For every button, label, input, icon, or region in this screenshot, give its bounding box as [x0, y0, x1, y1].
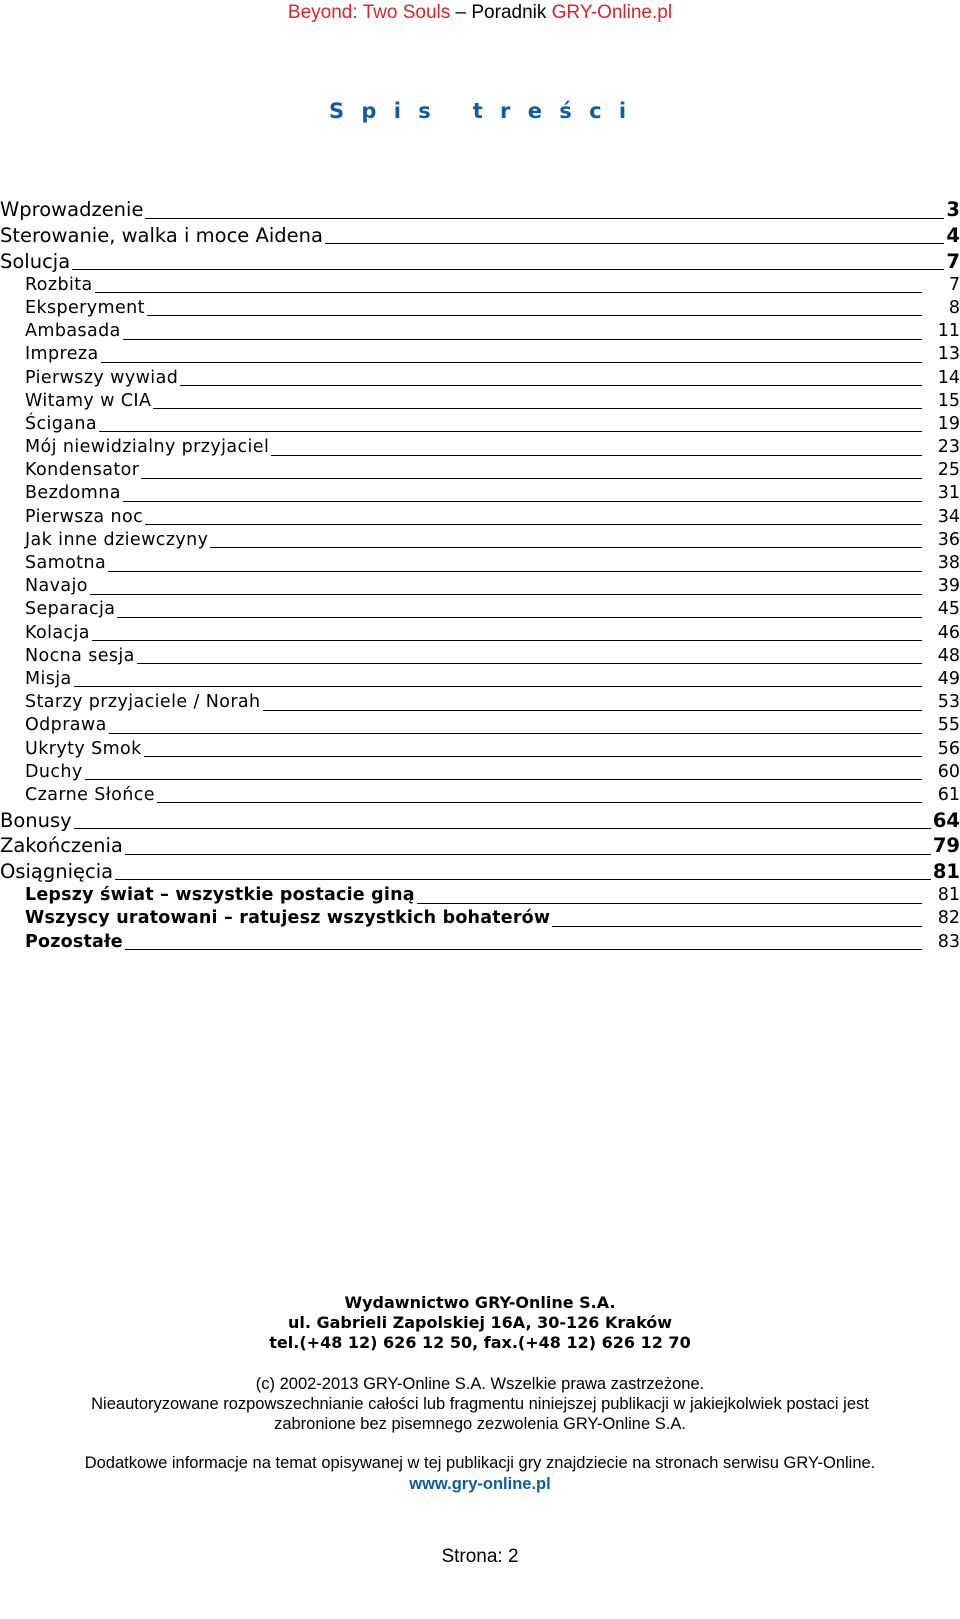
toc-entry[interactable]	[0, 667, 960, 690]
toc-entry-title: Czarne Słońce	[25, 784, 155, 805]
toc-leader-line	[210, 547, 922, 548]
toc-entry-page: 3	[946, 198, 960, 222]
toc-entry-page: 45	[937, 599, 960, 620]
toc-leader-line	[74, 686, 922, 687]
toc-leader-line	[180, 385, 922, 386]
publisher-info	[0, 1293, 960, 1353]
toc-entry-page: 79	[932, 834, 960, 858]
toc-entry[interactable]	[0, 621, 960, 644]
toc-entry-page: 64	[932, 808, 960, 832]
toc-leader-line	[125, 949, 922, 950]
publisher-phone: tel.(+48 12) 626 12 50, fax.(+48 12) 626 12 70	[269, 1333, 691, 1352]
toc-leader-line	[101, 362, 922, 363]
toc-entry-title: Jak inne dziewczyny	[25, 529, 209, 550]
toc-entry-page: 14	[937, 367, 960, 388]
toc-entry[interactable]	[0, 296, 960, 319]
toc-leader-line	[145, 524, 922, 525]
toc-entry[interactable]	[0, 319, 960, 342]
additional-info	[0, 1453, 960, 1495]
toc-entry-page: 31	[937, 483, 960, 504]
toc-leader-line	[552, 926, 922, 927]
toc-leader-line	[85, 779, 922, 780]
toc-entry[interactable]	[0, 806, 960, 832]
toc-entry[interactable]	[0, 690, 960, 713]
copyright-text: (c) 2002-2013 GRY-Online S.A. Wszelkie prawa zastrzeżone.	[255, 1375, 705, 1393]
toc-entry[interactable]	[0, 389, 960, 412]
toc-entry-page: 13	[937, 344, 960, 365]
toc-entry-title: Rozbita	[25, 274, 93, 295]
table-of-contents	[0, 196, 960, 953]
toc-entry-page: 53	[937, 692, 960, 713]
publisher-name: Wydawnictwo GRY-Online S.A.	[344, 1293, 616, 1312]
toc-entry-title: Samotna	[25, 553, 107, 573]
website-link[interactable]: www.gry-online.pl	[409, 1475, 551, 1493]
notice-line-1: Nieautoryzowane rozpowszechnianie całości lub fragmentu niniejszej publikacji w jakiejkolwiek postaci jest	[91, 1395, 869, 1413]
toc-entry[interactable]	[0, 644, 960, 667]
toc-entry-page: 15	[937, 390, 960, 411]
toc-entry-title: Impreza	[25, 344, 99, 365]
toc-leader-line	[74, 828, 931, 829]
toc-entry-title: Mój niewidzialny przyjaciel	[25, 437, 270, 458]
toc-entry-title: Osiągnięcia	[0, 859, 114, 883]
toc-entry-title: Nocna sesja	[25, 645, 135, 666]
toc-entry-title: Duchy	[25, 761, 83, 782]
toc-entry-page: 19	[937, 413, 960, 434]
toc-entry-title: Ukryty Smok	[25, 738, 142, 759]
toc-entry[interactable]	[0, 760, 960, 783]
toc-entry[interactable]	[0, 783, 960, 806]
toc-entry-page: 82	[937, 908, 960, 929]
toc-entry-page: 25	[937, 460, 960, 481]
toc-entry-page: 55	[937, 715, 960, 736]
toc-leader-line	[123, 501, 922, 502]
info-text: Dodatkowe informacje na temat opisywanej w tej publikacji gry znajdziecie na stronach serwisu GRY-Online.	[84, 1454, 876, 1472]
toc-entry[interactable]	[0, 714, 960, 737]
toc-entry[interactable]	[0, 832, 960, 858]
toc-entry[interactable]	[0, 907, 960, 930]
toc-entry-title: Sterowanie, walka i moce Aidena	[0, 223, 323, 247]
toc-entry-title: Pierwszy wywiad	[25, 367, 179, 388]
toc-leader-line	[125, 854, 931, 855]
header-site-name: GRY-Online.pl	[551, 2, 673, 23]
toc-leader-line	[72, 269, 944, 270]
toc-entry[interactable]	[0, 273, 960, 296]
toc-entry-page: 56	[937, 738, 960, 759]
toc-leader-line	[145, 218, 944, 219]
toc-entry-title: Zakończenia	[0, 834, 123, 858]
toc-leader-line	[157, 802, 922, 803]
toc-entry-title: Witamy w CIA	[25, 390, 152, 411]
toc-leader-line	[153, 408, 922, 409]
toc-entry-title: Pierwsza noc	[25, 506, 144, 527]
toc-leader-line	[417, 903, 922, 904]
toc-entry-title: Eksperyment	[25, 297, 145, 318]
toc-entry-page: 61	[937, 784, 960, 805]
page-footer	[0, 1546, 960, 1568]
toc-entry-page: 49	[937, 668, 960, 689]
toc-entry-page: 81	[932, 859, 960, 883]
toc-entry-page: 7	[948, 274, 960, 295]
toc-entry[interactable]	[0, 459, 960, 482]
publisher-address: ul. Gabrieli Zapolskiej 16A, 30-126 Kraków	[287, 1313, 673, 1332]
toc-entry[interactable]	[0, 196, 960, 222]
toc-leader-line	[115, 879, 931, 880]
toc-entry-title: Lepszy świat – wszystkie postacie giną	[25, 885, 415, 906]
legal-notice	[0, 1374, 960, 1434]
toc-leader-line	[147, 315, 922, 316]
toc-entry[interactable]	[0, 222, 960, 248]
toc-entry-page: 46	[937, 622, 960, 643]
toc-entry[interactable]	[0, 883, 960, 906]
toc-entry-title: Bonusy	[0, 808, 72, 832]
toc-entry[interactable]	[0, 858, 960, 884]
toc-entry[interactable]	[0, 412, 960, 435]
toc-entry-page: 60	[937, 761, 960, 782]
toc-leader-line	[95, 292, 922, 293]
toc-entry-title: Starzy przyjaciele / Norah	[25, 692, 261, 713]
toc-heading	[0, 99, 960, 123]
page-number: Strona: 2	[441, 1546, 519, 1567]
toc-entry-page: 38	[937, 553, 960, 573]
header-guide-label: Poradnik	[471, 2, 547, 23]
toc-entry[interactable]	[0, 598, 960, 621]
toc-leader-line	[123, 339, 922, 340]
toc-entry-page: 36	[937, 529, 960, 550]
toc-entry-page: 81	[937, 885, 960, 906]
toc-entry-page: 39	[937, 576, 960, 597]
toc-entry-page: 4	[946, 223, 960, 247]
toc-leader-line	[137, 663, 922, 664]
toc-entry-title: Separacja	[25, 599, 116, 620]
toc-leader-line	[263, 710, 922, 711]
toc-leader-line	[117, 617, 922, 618]
toc-entry-title: Kondensator	[25, 460, 140, 481]
toc-leader-line	[90, 594, 922, 595]
toc-entry-title: Pozostałe	[25, 931, 123, 952]
toc-entry[interactable]	[0, 930, 960, 953]
toc-entry[interactable]	[0, 366, 960, 389]
toc-entry-title: Solucja	[0, 249, 71, 273]
toc-entry-title: Wszyscy uratowani – ratujesz wszystkich bohaterów	[25, 908, 551, 929]
toc-entry-page: 11	[937, 321, 960, 342]
toc-entry[interactable]	[0, 505, 960, 528]
toc-entry-title: Misja	[25, 668, 72, 689]
toc-entry-title: Wprowadzenie	[0, 198, 144, 222]
toc-leader-line	[325, 243, 945, 244]
toc-entry[interactable]	[0, 528, 960, 551]
toc-entry-title: Ścigana	[25, 413, 98, 434]
toc-entry[interactable]	[0, 551, 960, 574]
toc-entry-title: Ambasada	[25, 321, 121, 342]
toc-entry[interactable]	[0, 737, 960, 760]
toc-leader-line	[271, 455, 922, 456]
toc-entry-title: Kolacja	[25, 622, 90, 643]
toc-leader-line	[108, 571, 922, 572]
toc-entry-page: 34	[937, 506, 960, 527]
header-dash: –	[455, 2, 467, 23]
toc-leader-line	[144, 756, 922, 757]
toc-entry-title: Bezdomna	[25, 483, 121, 504]
toc-entry-title: Navajo	[25, 576, 88, 597]
header-game-title: Beyond: Two Souls	[287, 2, 451, 23]
toc-leader-line	[141, 478, 922, 479]
toc-entry-page: 48	[937, 645, 960, 666]
toc-entry[interactable]	[0, 247, 960, 273]
toc-entry-page: 7	[946, 249, 960, 273]
toc-entry[interactable]	[0, 482, 960, 505]
toc-entry[interactable]	[0, 343, 960, 366]
toc-entry-title: Odprawa	[25, 715, 107, 736]
toc-leader-line	[109, 733, 922, 734]
toc-leader-line	[92, 640, 922, 641]
toc-entry[interactable]	[0, 575, 960, 598]
page-header	[0, 0, 960, 26]
toc-entry-page: 23	[937, 437, 960, 458]
toc-entry[interactable]	[0, 435, 960, 458]
toc-heading-text: S p i s t r e ś c i	[328, 99, 632, 123]
notice-line-2: zabronione bez pisemnego zezwolenia GRY-Online S.A.	[274, 1415, 686, 1433]
toc-entry-page: 8	[948, 297, 960, 318]
toc-leader-line	[99, 431, 922, 432]
toc-entry-page: 83	[937, 931, 960, 952]
